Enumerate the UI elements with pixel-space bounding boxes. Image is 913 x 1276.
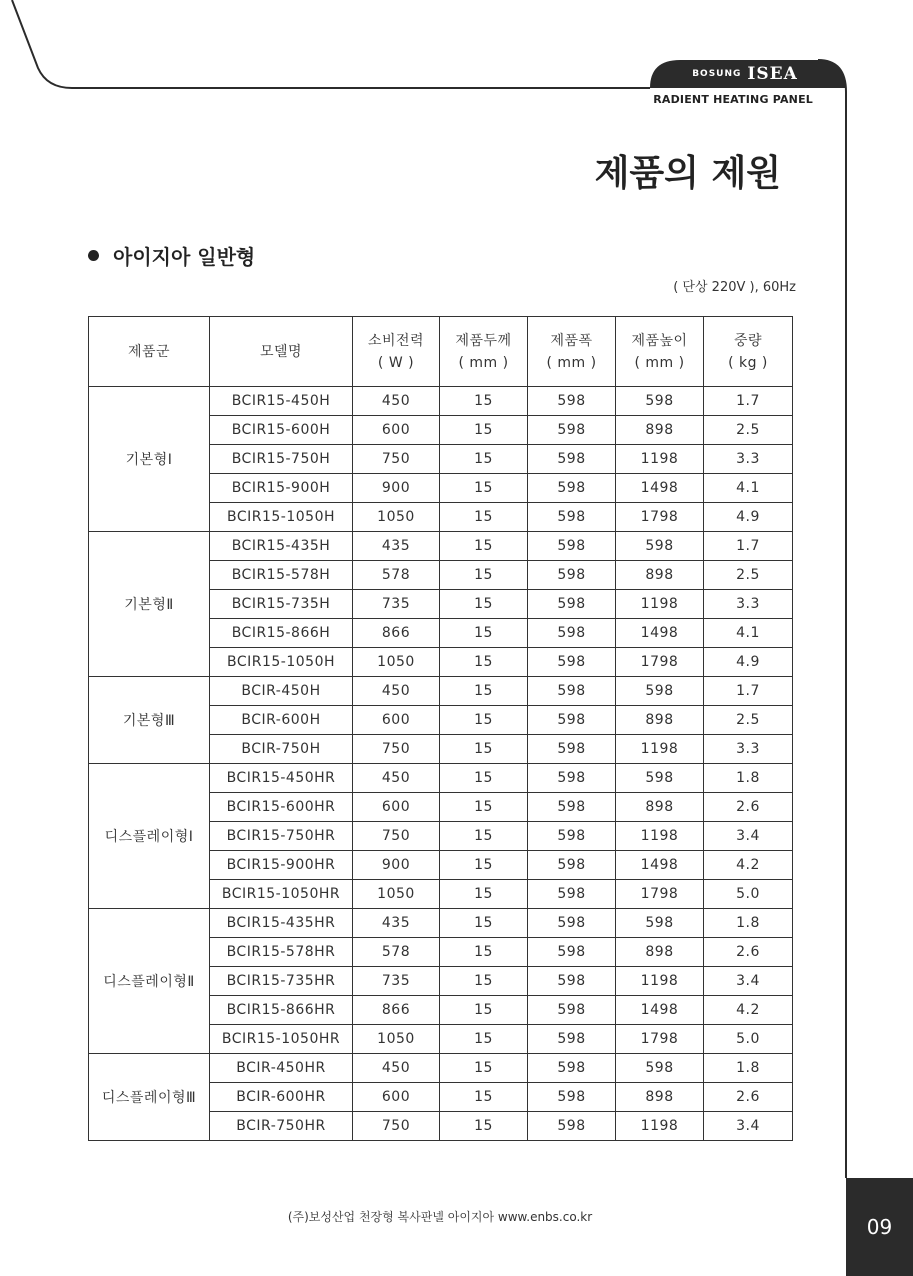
page-number: 09 — [866, 1215, 893, 1239]
model-cell: BCIR15-900H — [210, 474, 353, 503]
model-cell: BCIR15-435HR — [210, 909, 353, 938]
model-cell: BCIR15-900HR — [210, 851, 353, 880]
value-cell: 1.7 — [704, 387, 793, 416]
model-cell: BCIR15-578HR — [210, 938, 353, 967]
section-title: 아이지아 일반형 — [113, 245, 256, 269]
model-cell: BCIR15-735HR — [210, 967, 353, 996]
value-cell: 15 — [440, 532, 528, 561]
value-cell: 898 — [616, 793, 704, 822]
value-cell: 15 — [440, 1112, 528, 1141]
value-cell: 1.7 — [704, 532, 793, 561]
value-cell: 750 — [353, 445, 440, 474]
group-name-cell: 기본형Ⅰ — [89, 387, 210, 532]
model-cell: BCIR15-866HR — [210, 996, 353, 1025]
footer-text: (주)보성산업 천장형 복사판넬 아이지아 www.enbs.co.kr — [287, 1210, 593, 1224]
model-cell: BCIR15-435H — [210, 532, 353, 561]
page-number-tab — [846, 1178, 913, 1276]
value-cell: 898 — [616, 706, 704, 735]
value-cell: 435 — [353, 909, 440, 938]
value-cell: 15 — [440, 445, 528, 474]
value-cell: 1498 — [616, 474, 704, 503]
table-row — [89, 387, 793, 416]
value-cell: 15 — [440, 735, 528, 764]
group-name-cell: 기본형Ⅱ — [89, 532, 210, 677]
value-cell: 898 — [616, 416, 704, 445]
model-cell: BCIR-750HR — [210, 1112, 353, 1141]
value-cell: 1198 — [616, 445, 704, 474]
value-cell: 598 — [528, 503, 616, 532]
value-cell: 598 — [528, 909, 616, 938]
value-cell: 15 — [440, 938, 528, 967]
header-cell: 중량 ( kg ) — [704, 317, 793, 387]
table-row — [89, 764, 793, 793]
model-cell: BCIR15-1050H — [210, 503, 353, 532]
table-row — [89, 532, 793, 561]
model-cell: BCIR15-750HR — [210, 822, 353, 851]
value-cell: 15 — [440, 1083, 528, 1112]
value-cell: 866 — [353, 619, 440, 648]
value-cell: 1798 — [616, 880, 704, 909]
value-cell: 2.5 — [704, 561, 793, 590]
value-cell: 598 — [528, 590, 616, 619]
value-cell: 1198 — [616, 1112, 704, 1141]
value-cell: 5.0 — [704, 880, 793, 909]
value-cell: 3.3 — [704, 590, 793, 619]
value-cell: 4.2 — [704, 851, 793, 880]
value-cell: 15 — [440, 561, 528, 590]
model-cell: BCIR15-735H — [210, 590, 353, 619]
model-cell: BCIR-450H — [210, 677, 353, 706]
model-cell: BCIR15-450H — [210, 387, 353, 416]
value-cell: 598 — [528, 764, 616, 793]
value-cell: 15 — [440, 1025, 528, 1054]
value-cell: 15 — [440, 880, 528, 909]
table-row — [89, 677, 793, 706]
value-cell: 3.4 — [704, 967, 793, 996]
value-cell: 450 — [353, 387, 440, 416]
header-cell: 모델명 — [210, 317, 353, 387]
value-cell: 15 — [440, 967, 528, 996]
model-cell: BCIR-450HR — [210, 1054, 353, 1083]
group-name-cell: 디스플레이형Ⅰ — [89, 764, 210, 909]
model-cell: BCIR-600HR — [210, 1083, 353, 1112]
value-cell: 15 — [440, 619, 528, 648]
value-cell: 1198 — [616, 967, 704, 996]
value-cell: 598 — [616, 1054, 704, 1083]
value-cell: 598 — [616, 387, 704, 416]
value-cell: 1498 — [616, 851, 704, 880]
header-cell: 제품폭 ( mm ) — [528, 317, 616, 387]
value-cell: 900 — [353, 851, 440, 880]
value-cell: 1198 — [616, 822, 704, 851]
value-cell: 1050 — [353, 648, 440, 677]
value-cell: 600 — [353, 706, 440, 735]
value-cell: 598 — [616, 532, 704, 561]
value-cell: 1798 — [616, 1025, 704, 1054]
value-cell: 450 — [353, 764, 440, 793]
value-cell: 1798 — [616, 503, 704, 532]
group-name-cell: 디스플레이형Ⅲ — [89, 1054, 210, 1141]
value-cell: 598 — [528, 1112, 616, 1141]
value-cell: 600 — [353, 1083, 440, 1112]
value-cell: 15 — [440, 996, 528, 1025]
model-cell: BCIR15-578H — [210, 561, 353, 590]
value-cell: 598 — [528, 677, 616, 706]
table-header-row — [89, 317, 793, 387]
value-cell: 1050 — [353, 1025, 440, 1054]
value-cell: 750 — [353, 735, 440, 764]
value-cell: 3.4 — [704, 1112, 793, 1141]
value-cell: 598 — [528, 880, 616, 909]
value-cell: 1198 — [616, 735, 704, 764]
section-heading — [88, 241, 255, 270]
value-cell: 598 — [528, 938, 616, 967]
value-cell: 598 — [528, 1054, 616, 1083]
model-cell: BCIR15-600H — [210, 416, 353, 445]
value-cell: 598 — [528, 1025, 616, 1054]
value-cell: 1.7 — [704, 677, 793, 706]
value-cell: 598 — [528, 1083, 616, 1112]
value-cell: 4.9 — [704, 503, 793, 532]
value-cell: 598 — [616, 677, 704, 706]
value-cell: 1.8 — [704, 1054, 793, 1083]
value-cell: 15 — [440, 677, 528, 706]
value-cell: 1.8 — [704, 909, 793, 938]
value-cell: 578 — [353, 938, 440, 967]
value-cell: 598 — [528, 706, 616, 735]
value-cell: 3.3 — [704, 735, 793, 764]
value-cell: 598 — [528, 387, 616, 416]
table-row — [89, 909, 793, 938]
value-cell: 15 — [440, 706, 528, 735]
table-body — [89, 387, 793, 1141]
value-cell: 750 — [353, 1112, 440, 1141]
value-cell: 5.0 — [704, 1025, 793, 1054]
value-cell: 1.8 — [704, 764, 793, 793]
value-cell: 15 — [440, 416, 528, 445]
value-cell: 2.5 — [704, 416, 793, 445]
value-cell: 1498 — [616, 996, 704, 1025]
value-cell: 4.9 — [704, 648, 793, 677]
value-cell: 598 — [616, 909, 704, 938]
value-cell: 598 — [528, 474, 616, 503]
table-row — [89, 1054, 793, 1083]
group-name-cell: 디스플레이형Ⅱ — [89, 909, 210, 1054]
value-cell: 3.3 — [704, 445, 793, 474]
value-cell: 450 — [353, 677, 440, 706]
value-cell: 900 — [353, 474, 440, 503]
value-cell: 1198 — [616, 590, 704, 619]
value-cell: 4.2 — [704, 996, 793, 1025]
brand-small-text: BOSUNG — [692, 69, 742, 79]
value-cell: 898 — [616, 938, 704, 967]
value-cell: 598 — [528, 996, 616, 1025]
value-cell: 598 — [528, 445, 616, 474]
value-cell: 3.4 — [704, 822, 793, 851]
value-cell: 435 — [353, 532, 440, 561]
brand-subtitle: RADIENT HEATING PANEL — [653, 93, 813, 106]
model-cell: BCIR-600H — [210, 706, 353, 735]
value-cell: 735 — [353, 967, 440, 996]
value-cell: 15 — [440, 793, 528, 822]
value-cell: 15 — [440, 851, 528, 880]
value-cell: 598 — [528, 851, 616, 880]
value-cell: 2.6 — [704, 793, 793, 822]
value-cell: 600 — [353, 793, 440, 822]
value-cell: 450 — [353, 1054, 440, 1083]
value-cell: 1798 — [616, 648, 704, 677]
header-cell: 제품높이 ( mm ) — [616, 317, 704, 387]
value-cell: 578 — [353, 561, 440, 590]
value-cell: 15 — [440, 764, 528, 793]
value-cell: 15 — [440, 387, 528, 416]
value-cell: 598 — [528, 416, 616, 445]
value-cell: 15 — [440, 1054, 528, 1083]
value-cell: 600 — [353, 416, 440, 445]
header-cell: 제품두께 ( mm ) — [440, 317, 528, 387]
value-cell: 15 — [440, 590, 528, 619]
header-cell: 소비전력 ( W ) — [353, 317, 440, 387]
model-cell: BCIR-750H — [210, 735, 353, 764]
model-cell: BCIR15-1050H — [210, 648, 353, 677]
group-name-cell: 기본형Ⅲ — [89, 677, 210, 764]
value-cell: 2.6 — [704, 1083, 793, 1112]
brand-logo-text: ISEA — [747, 64, 798, 84]
value-cell: 598 — [528, 561, 616, 590]
value-cell: 898 — [616, 1083, 704, 1112]
power-note: ( 단상 220V ), 60Hz — [673, 280, 796, 295]
value-cell: 598 — [528, 793, 616, 822]
value-cell: 15 — [440, 503, 528, 532]
value-cell: 1498 — [616, 619, 704, 648]
model-cell: BCIR15-1050HR — [210, 880, 353, 909]
value-cell: 750 — [353, 822, 440, 851]
header-cell: 제품군 — [89, 317, 210, 387]
value-cell: 15 — [440, 474, 528, 503]
value-cell: 598 — [528, 735, 616, 764]
value-cell: 1050 — [353, 880, 440, 909]
value-cell: 2.5 — [704, 706, 793, 735]
value-cell: 598 — [528, 967, 616, 996]
value-cell: 598 — [528, 532, 616, 561]
model-cell: BCIR15-450HR — [210, 764, 353, 793]
model-cell: BCIR15-866H — [210, 619, 353, 648]
model-cell: BCIR15-600HR — [210, 793, 353, 822]
value-cell: 598 — [616, 764, 704, 793]
value-cell: 4.1 — [704, 474, 793, 503]
value-cell: 866 — [353, 996, 440, 1025]
value-cell: 1050 — [353, 503, 440, 532]
model-cell: BCIR15-1050HR — [210, 1025, 353, 1054]
bullet-icon — [88, 250, 99, 261]
value-cell: 2.6 — [704, 938, 793, 967]
value-cell: 15 — [440, 909, 528, 938]
value-cell: 898 — [616, 561, 704, 590]
value-cell: 735 — [353, 590, 440, 619]
brand-logo — [650, 60, 840, 88]
value-cell: 4.1 — [704, 619, 793, 648]
value-cell: 15 — [440, 822, 528, 851]
value-cell: 598 — [528, 619, 616, 648]
spec-table — [88, 316, 793, 1141]
value-cell: 598 — [528, 648, 616, 677]
page-title: 제품의 제원 — [594, 153, 781, 194]
value-cell: 598 — [528, 822, 616, 851]
value-cell: 15 — [440, 648, 528, 677]
model-cell: BCIR15-750H — [210, 445, 353, 474]
